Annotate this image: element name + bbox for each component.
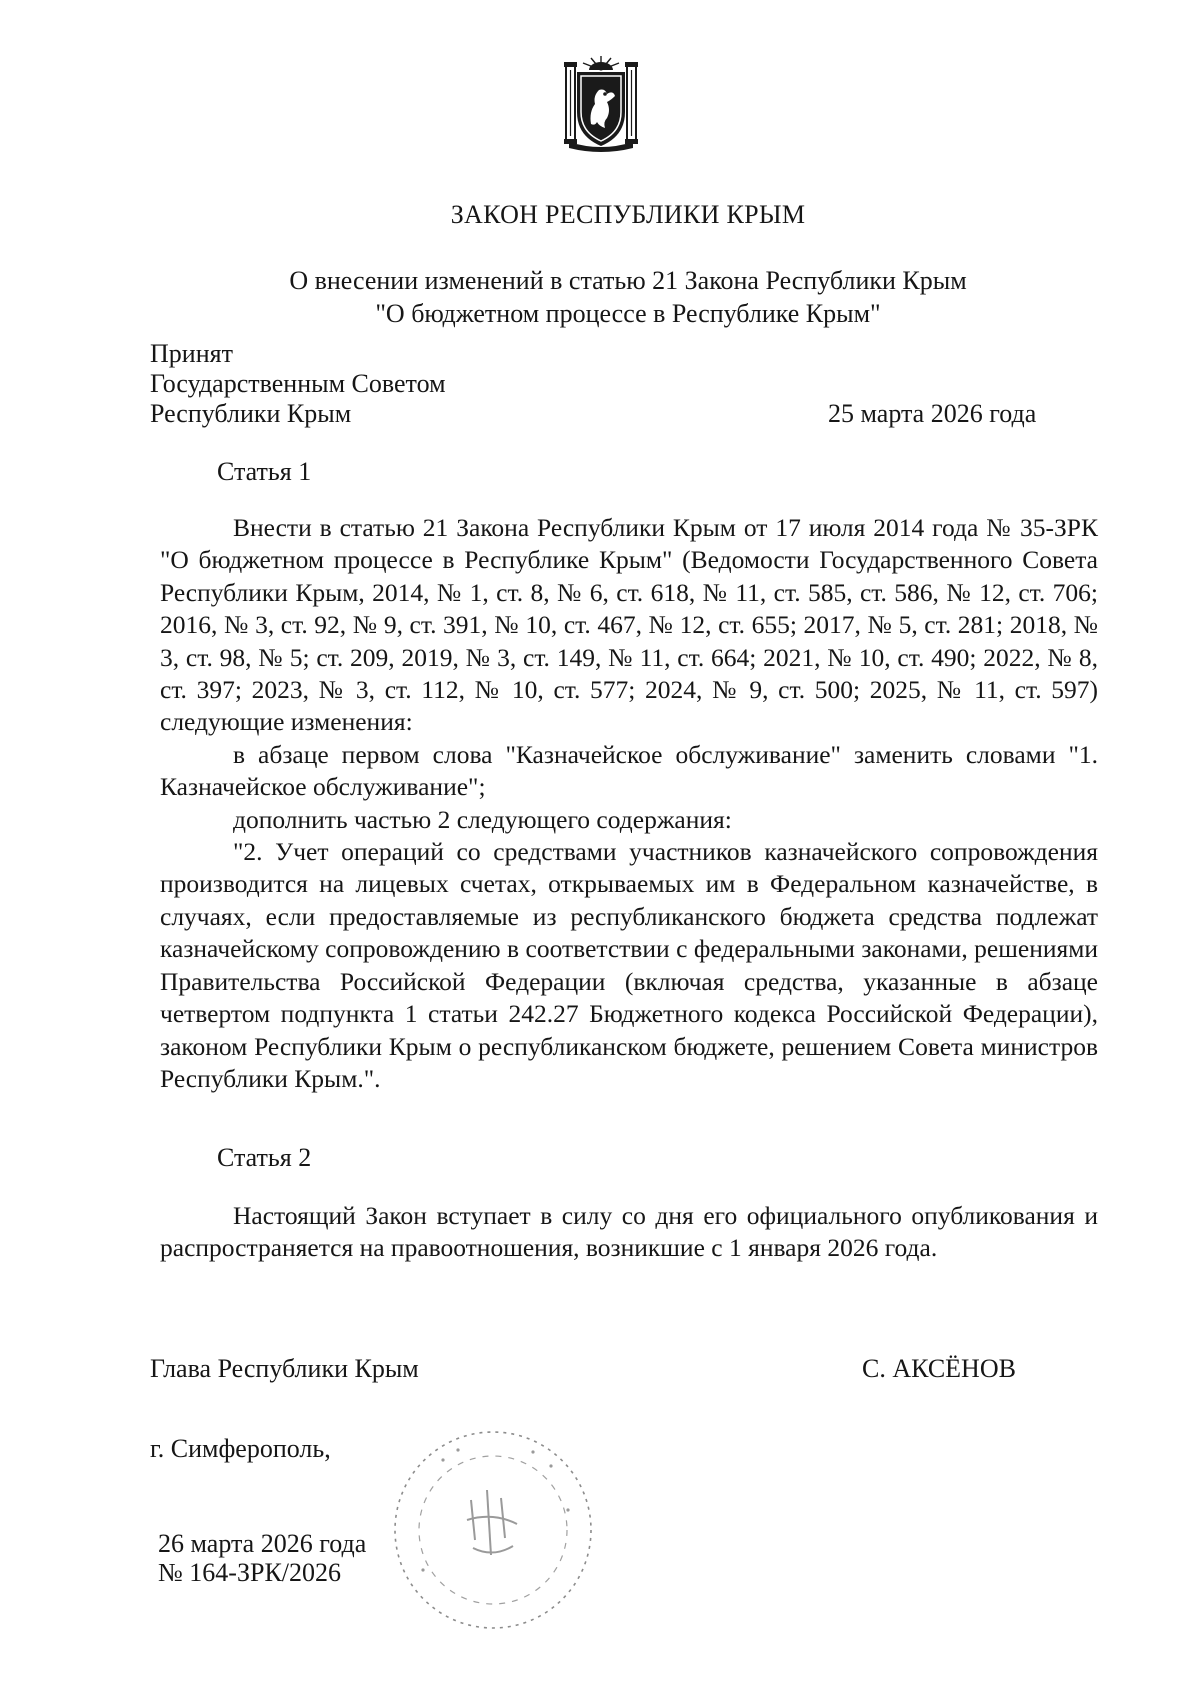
article-1-heading: Статья 1 xyxy=(217,457,312,486)
adoption-date: 25 марта 2026 года xyxy=(828,399,1037,428)
article-2-heading: Статья 2 xyxy=(217,1143,312,1172)
law-subtitle-line: "О бюджетном процессе в Республике Крым" xyxy=(375,299,881,328)
law-subtitle xyxy=(160,264,1096,330)
adoption-line: Принят xyxy=(150,339,233,368)
law-number: № 164-ЗРК/2026 xyxy=(158,1558,342,1587)
law-subtitle-line: О внесении изменений в статью 21 Закона Республики Крым xyxy=(289,266,967,295)
issue-date: 26 марта 2026 года xyxy=(158,1529,367,1558)
article-1-change-2: дополнить частью 2 следующего содержания: xyxy=(233,804,732,834)
article-2-text: Настоящий Закон вступает в силу со дня его официального опубликования и распространяется на правоотношения, возникшие с 1 января 2026 года. xyxy=(160,1201,1098,1263)
adoption-line: Государственным Советом xyxy=(150,369,446,398)
signatory-name: С. АКСЁНОВ xyxy=(862,1354,1016,1383)
state-council-seal-icon xyxy=(383,1420,603,1640)
law-title: ЗАКОН РЕСПУБЛИКИ КРЫМ xyxy=(450,200,806,229)
adoption-line: Республики Крым xyxy=(150,399,352,428)
issue-city: г. Симферополь, xyxy=(150,1434,331,1463)
signatory-position: Глава Республики Крым xyxy=(150,1354,419,1383)
article-1-body xyxy=(160,512,1098,1095)
article-1-intro: Внести в статью 21 Закона Республики Крым от 17 июля 2014 года № 35-ЗРК "О бюджетном процессе в Республике Крым" (Ведомости Государственного Совета Республики Крым, 2014, № 1, ст. 8, № 6, ст. 618, № 11, ст. 585, ст. 586, № 12, ст. 706; 2016, № 3, ст. 92, № 9, ст. 391, № 10, ст. 467, № 12, ст. 655; 2017, № 5, ст. 281; 2018, № 3, ст. 98, № 5; ст. 209, 2019, № 3, ст. 149, № 11, ст. 664; 2021, № 10, ст. 490; 2022, № 8, ст. 397; 2023, № 3, ст. 112, № 10, ст. 577; 2024, № 9, ст. 500; 2025, № 11, ст. 597) следующие изменения: xyxy=(160,513,1098,737)
article-1-change-1: в абзаце первом слова "Казначейское обслуживание" заменить словами "1. Казначейское обслуживание"; xyxy=(160,739,1098,802)
article-1-part-2: "2. Учет операций со средствами участников казначейского сопровождения производится на лицевых счетах, открываемых им в Федеральном казначействе, в случаях, если предоставляемые из республиканского бюджета средства подлежат казначейскому сопровождению в соответствии с федеральными законами, решениями Правительства Российской Федерации (включая средства, указанные в абзаце четвертом подпункта 1 статьи 242.27 Бюджетного кодекса Российской Федерации), законом Республики Крым о республиканском бюджете, решением Совета министров Республики Крым.". xyxy=(160,837,1098,1093)
crimea-coat-of-arms-icon xyxy=(561,52,641,152)
article-2-body xyxy=(160,1200,1098,1265)
